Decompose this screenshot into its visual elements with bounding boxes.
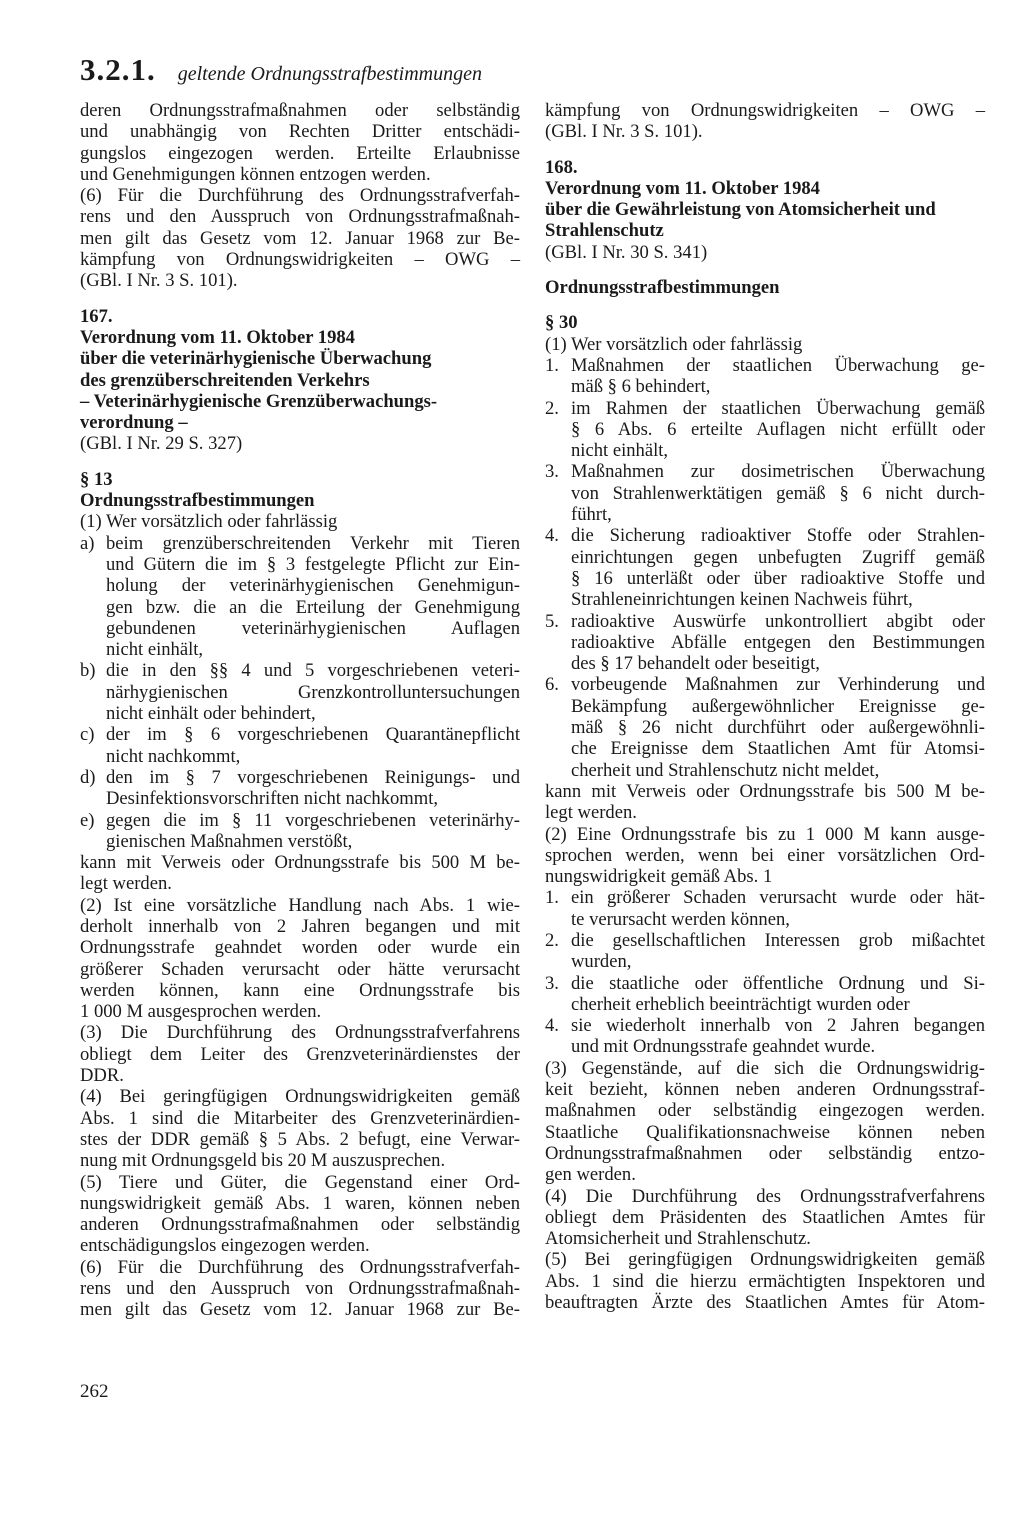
text-line	[545, 802, 985, 823]
text-line	[545, 738, 985, 759]
text-line	[80, 746, 520, 767]
text-line	[545, 504, 985, 525]
line-text: legt werden.	[80, 873, 172, 895]
line-text: (3) Gegenstände, auf die sich die Ordnungswidrig-	[545, 1057, 985, 1079]
list-marker: a)	[80, 532, 95, 554]
right-column	[545, 100, 985, 1313]
line-text: men gilt das Gesetz vom 12. Januar 1968 zur Be-	[80, 1299, 520, 1321]
list-marker: 4.	[545, 525, 559, 547]
text-line	[80, 639, 520, 660]
text-line	[80, 327, 520, 348]
line-text: nungswidrigkeit gemäß Abs. 1 waren, können neben	[80, 1192, 520, 1214]
text-line	[80, 1172, 520, 1193]
text-line	[80, 533, 520, 554]
text-line	[545, 547, 985, 568]
line-text: § 13	[80, 468, 113, 490]
line-text: legt werden.	[545, 802, 637, 824]
text-line	[545, 589, 985, 610]
text-line	[545, 1271, 985, 1292]
text-line	[80, 121, 520, 142]
line-text: kämpfung von Ordnungswidrigkeiten – OWG –	[80, 249, 520, 271]
text-line	[80, 1257, 520, 1278]
text-line	[545, 717, 985, 738]
text-line	[80, 618, 520, 639]
left-column	[80, 100, 520, 1321]
list-marker: 2.	[545, 929, 559, 951]
line-text: te verursacht werden können,	[571, 908, 790, 930]
text-line	[80, 1150, 520, 1171]
line-text: (5) Bei geringfügigen Ordnungswidrigkeiten gemäß	[545, 1249, 985, 1271]
text-line	[80, 164, 520, 185]
text-line	[80, 391, 520, 412]
line-text: mäß § 26 nicht durchführt oder außergewöhnli-	[571, 717, 985, 739]
text-line	[545, 1228, 985, 1249]
text-line	[545, 696, 985, 717]
text-line	[80, 433, 520, 454]
text-line	[80, 511, 520, 532]
text-line	[80, 554, 520, 575]
list-marker: e)	[80, 809, 95, 831]
line-text: im Rahmen der staatlichen Überwachung gemäß	[571, 397, 985, 419]
text-line	[545, 866, 985, 887]
text-line	[545, 334, 985, 355]
text-line	[80, 831, 520, 852]
paragraph-gap	[80, 292, 520, 306]
text-line	[80, 1235, 520, 1256]
text-line	[80, 873, 520, 894]
text-line	[545, 1164, 985, 1185]
line-text: mäß § 6 behindert,	[571, 376, 711, 398]
line-text: (1) Wer vorsätzlich oder fahrlässig	[545, 333, 803, 355]
text-line	[545, 568, 985, 589]
text-line	[545, 440, 985, 461]
line-text: Verordnung vom 11. Oktober 1984	[545, 177, 820, 199]
text-line	[80, 1299, 520, 1320]
line-text: Abs. 1 sind die hierzu ermächtigten Inspektoren und	[545, 1270, 985, 1292]
line-text: über die Gewährleistung von Atomsicherheit und	[545, 199, 936, 221]
line-text: gegen die im § 11 vorgeschriebenen veterinärhy-	[106, 809, 520, 831]
line-text: Desinfektionsvorschriften nicht nachkommt,	[106, 788, 439, 810]
line-text: cherheit und Strahlenschutz nicht meldet,	[571, 759, 880, 781]
text-line	[545, 461, 985, 482]
text-line	[545, 100, 985, 121]
line-text: verordnung –	[80, 412, 188, 434]
line-text: Maßnahmen zur dosimetrischen Überwachung	[571, 461, 985, 483]
line-text: des § 17 behandelt oder beseitigt,	[571, 653, 820, 675]
line-text: vorbeugende Maßnahmen zur Verhinderung und	[571, 674, 985, 696]
line-text: des grenzüberschreitenden Verkehrs	[80, 369, 370, 391]
line-text: rens und den Ausspruch von Ordnungsstrafmaßnah-	[80, 1278, 520, 1300]
text-line	[545, 1207, 985, 1228]
line-text: nungswidrigkeit gemäß Abs. 1	[545, 866, 773, 888]
text-line	[80, 348, 520, 369]
line-text: Ordnungsstrafbestimmungen	[545, 277, 780, 299]
text-line	[80, 1022, 520, 1043]
section-number: 3.2.1.	[80, 52, 156, 87]
page-header	[80, 52, 960, 92]
text-line	[545, 376, 985, 397]
paragraph-gap	[545, 298, 985, 312]
line-text: Ordnungsstrafe geahndet worden oder wurde ein	[80, 937, 520, 959]
line-text: Verordnung vom 11. Oktober 1984	[80, 326, 355, 348]
line-text: rens und den Ausspruch von Ordnungsstrafmaßnah-	[80, 206, 520, 228]
text-line	[80, 412, 520, 433]
list-marker: d)	[80, 766, 96, 788]
list-marker: 3.	[545, 972, 559, 994]
page-number: 262	[80, 1381, 109, 1402]
line-text: nicht einhält oder behindert,	[106, 703, 316, 725]
text-line	[545, 121, 985, 142]
text-line	[80, 575, 520, 596]
line-text: maßnahmen oder selbständig eingezogen werden.	[545, 1100, 985, 1122]
text-line	[545, 1186, 985, 1207]
list-marker: b)	[80, 660, 96, 682]
text-line	[80, 1108, 520, 1129]
text-line	[545, 930, 985, 951]
text-line	[80, 1001, 520, 1022]
text-line	[545, 1079, 985, 1100]
text-line	[545, 419, 985, 440]
text-line	[80, 937, 520, 958]
text-line	[545, 1143, 985, 1164]
line-text: beauftragten Ärzte des Staatlichen Amtes für Atom-	[545, 1292, 985, 1314]
line-text: gungslos eingezogen werden. Erteilte Erlaubnisse	[80, 142, 520, 164]
line-text: die gesellschaftlichen Interessen grob mißachtet	[571, 929, 985, 951]
line-text: die staatliche oder öffentliche Ordnung und Si-	[571, 972, 985, 994]
text-line	[545, 1036, 985, 1057]
text-line	[545, 355, 985, 376]
text-line	[80, 852, 520, 873]
line-text: Bekämpfung außergewöhnlicher Ereignisse ge-	[571, 695, 985, 717]
text-line	[80, 185, 520, 206]
line-text: (1) Wer vorsätzlich oder fahrlässig	[80, 511, 338, 533]
text-line	[80, 1044, 520, 1065]
line-text: (GBl. I Nr. 29 S. 327)	[80, 433, 243, 455]
line-text: Staatliche Qualifikationsnachweise können neben	[545, 1121, 985, 1143]
text-line	[80, 810, 520, 831]
line-text: (2) Eine Ordnungsstrafe bis zu 1 000 M kann ausge-	[545, 823, 985, 845]
line-text: derholt innerhalb von 2 Jahren begangen und mit	[80, 915, 520, 937]
line-text: nicht einhält,	[106, 639, 204, 661]
line-text: von Strahlenwerktätigen gemäß § 6 nicht durch-	[571, 482, 985, 504]
text-line	[80, 597, 520, 618]
line-text: gen bzw. die an die Erteilung der Genehmigung	[106, 596, 520, 618]
list-marker: c)	[80, 724, 95, 746]
line-text: radioaktive Auswürfe unkontrolliert abgibt oder	[571, 610, 985, 632]
text-line	[545, 887, 985, 908]
line-text: Ordnungsstrafbestimmungen	[80, 490, 315, 512]
text-line	[80, 490, 520, 511]
line-text: (GBl. I Nr. 30 S. 341)	[545, 241, 708, 263]
line-text: einrichtungen gegen unbefugten Zugriff gemäß	[571, 546, 985, 568]
text-line	[545, 199, 985, 220]
line-text: – Veterinärhygienische Grenzüberwachungs-	[80, 390, 438, 412]
text-line	[545, 909, 985, 930]
text-line	[80, 306, 520, 327]
list-marker: 1.	[545, 887, 559, 909]
line-text: (6) Für die Durchführung des Ordnungsstrafverfah-	[80, 1256, 520, 1278]
line-text: führt,	[571, 504, 612, 526]
text-line	[545, 1015, 985, 1036]
text-line	[545, 312, 985, 333]
text-line	[80, 1193, 520, 1214]
list-marker: 3.	[545, 461, 559, 483]
list-marker: 4.	[545, 1015, 559, 1037]
text-line	[80, 206, 520, 227]
text-line	[80, 1086, 520, 1107]
line-text: nicht nachkommt,	[106, 745, 241, 767]
line-text: cherheit erheblich beeinträchtigt wurden oder	[571, 993, 910, 1015]
text-line	[545, 1100, 985, 1121]
line-text: und Gütern die im § 3 festgelegte Pflicht zur Ein-	[106, 553, 520, 575]
text-line	[80, 1214, 520, 1235]
line-text: stes der DDR gemäß § 5 Abs. 2 befugt, eine Verwar-	[80, 1128, 520, 1150]
paragraph-gap	[545, 263, 985, 277]
line-text: (GBl. I Nr. 3 S. 101).	[545, 121, 703, 143]
line-text: gienischen Maßnahmen verstößt,	[106, 830, 353, 852]
text-line	[80, 100, 520, 121]
line-text: men gilt das Gesetz vom 12. Januar 1968 zur Be-	[80, 227, 520, 249]
text-line	[545, 845, 985, 866]
text-line	[545, 1292, 985, 1313]
line-text: beim grenzüberschreitenden Verkehr mit Tieren	[106, 532, 520, 554]
text-line	[80, 916, 520, 937]
line-text: kann mit Verweis oder Ordnungsstrafe bis 500 M be-	[545, 780, 985, 802]
line-text: sie wiederholt innerhalb von 2 Jahren begangen	[571, 1015, 985, 1037]
line-text: § 16 unterläßt oder über radioaktive Stoffe und	[571, 567, 985, 589]
line-text: größerer Schaden verursacht oder hätte verursacht	[80, 958, 520, 980]
line-text: und Genehmigungen können entzogen werden.	[80, 163, 431, 185]
line-text: und mit Ordnungsstrafe geahndet wurde.	[571, 1036, 876, 1058]
line-text: obliegt dem Leiter des Grenzveterinärdienstes der	[80, 1043, 520, 1065]
text-line	[80, 767, 520, 788]
line-text: die in den §§ 4 und 5 vorgeschriebenen veteri-	[106, 660, 520, 682]
text-line	[80, 660, 520, 681]
line-text: die Sicherung radioaktiver Stoffe oder Strahlen-	[571, 525, 985, 547]
line-text: (3) Die Durchführung des Ordnungsstrafverfahrens	[80, 1022, 520, 1044]
line-text: ein größerer Schaden verursacht wurde oder hät-	[571, 887, 985, 909]
line-text: und unabhängig von Rechten Dritter entschädi-	[80, 121, 520, 143]
text-line	[80, 270, 520, 291]
line-text: Abs. 1 sind die Mitarbeiter des Grenzveterinärdien-	[80, 1107, 520, 1129]
line-text: (4) Die Durchführung des Ordnungsstrafverfahrens	[545, 1185, 985, 1207]
text-line	[80, 1278, 520, 1299]
paragraph-gap	[80, 455, 520, 469]
line-text: holung der veterinärhygienischen Genehmigun-	[106, 575, 520, 597]
line-text: anderen Ordnungsstrafmaßnahmen oder selbständig	[80, 1214, 520, 1236]
text-line	[545, 398, 985, 419]
text-line	[80, 469, 520, 490]
text-line	[545, 973, 985, 994]
line-text: § 30	[545, 312, 578, 334]
line-text: 168.	[545, 156, 578, 178]
text-line	[545, 157, 985, 178]
text-line	[545, 653, 985, 674]
text-line	[80, 788, 520, 809]
text-line	[80, 249, 520, 270]
text-line	[545, 242, 985, 263]
line-text: der im § 6 vorgeschriebenen Quarantänepflicht	[106, 724, 520, 746]
line-text: (5) Tiere und Güter, die Gegenstand einer Ord-	[80, 1171, 520, 1193]
text-line	[80, 143, 520, 164]
line-text: § 6 Abs. 6 erteilte Auflagen nicht erfüllt oder	[571, 418, 985, 440]
text-line	[545, 994, 985, 1015]
list-marker: 2.	[545, 397, 559, 419]
line-text: über die veterinärhygienische Überwachung	[80, 348, 432, 370]
paragraph-gap	[545, 143, 985, 157]
text-line	[80, 895, 520, 916]
text-line	[545, 632, 985, 653]
line-text: wurden,	[571, 951, 632, 973]
line-text: Strahleneinrichtungen keinen Nachweis führt,	[571, 589, 913, 611]
text-line	[545, 1058, 985, 1079]
line-text: Maßnahmen der staatlichen Überwachung ge-	[571, 354, 985, 376]
line-text: 167.	[80, 305, 113, 327]
line-text: radioaktive Abfälle entgegen den Bestimmungen	[571, 631, 985, 653]
text-line	[80, 370, 520, 391]
line-text: DDR.	[80, 1065, 124, 1087]
text-line	[80, 1129, 520, 1150]
text-line	[545, 674, 985, 695]
line-text: deren Ordnungsstrafmaßnahmen oder selbständig	[80, 100, 520, 121]
line-text: närhygienischen Grenzkontrolluntersuchungen	[106, 681, 520, 703]
line-text: 1 000 M ausgesprochen werden.	[80, 1001, 322, 1023]
list-marker: 6.	[545, 674, 559, 696]
list-marker: 5.	[545, 610, 559, 632]
line-text: werden können, kann eine Ordnungsstrafe bis	[80, 979, 520, 1001]
line-text: (GBl. I Nr. 3 S. 101).	[80, 270, 238, 292]
line-text: (6) Für die Durchführung des Ordnungsstrafverfah-	[80, 185, 520, 207]
line-text: gen werden.	[545, 1164, 636, 1186]
text-line	[545, 483, 985, 504]
text-line	[80, 228, 520, 249]
line-text: (2) Ist eine vorsätzliche Handlung nach Abs. 1 wie-	[80, 894, 520, 916]
line-text: kämpfung von Ordnungswidrigkeiten – OWG –	[545, 100, 985, 121]
text-line	[545, 525, 985, 546]
line-text: Strahlenschutz	[545, 220, 664, 242]
text-line	[545, 824, 985, 845]
line-text: gebundenen veterinärhygienischen Auflagen	[106, 617, 520, 639]
section-title: geltende Ordnungsstrafbestimmungen	[177, 63, 482, 85]
line-text: (4) Bei geringfügigen Ordnungswidrigkeiten gemäß	[80, 1086, 520, 1108]
text-line	[545, 760, 985, 781]
text-line	[545, 781, 985, 802]
line-text: nung mit Ordnungsgeld bis 20 M auszusprechen.	[80, 1150, 446, 1172]
line-text: keit bezieht, können neben anderen Ordnungsstraf-	[545, 1079, 985, 1101]
line-text: Ordnungsstrafmaßnahmen oder selbständig entzo-	[545, 1142, 985, 1164]
text-line	[545, 951, 985, 972]
text-line	[545, 1122, 985, 1143]
line-text: kann mit Verweis oder Ordnungsstrafe bis 500 M be-	[80, 852, 520, 874]
line-text: nicht einhält,	[571, 440, 669, 462]
text-line	[545, 611, 985, 632]
text-line	[80, 703, 520, 724]
line-text: Atomsicherheit und Strahlenschutz.	[545, 1228, 811, 1250]
text-line	[80, 724, 520, 745]
text-line	[545, 277, 985, 298]
line-text: sprochen werden, wenn bei einer vorsätzlichen Ord-	[545, 844, 985, 866]
line-text: entschädigungslos eingezogen werden.	[80, 1235, 370, 1257]
text-line	[545, 220, 985, 241]
line-text: den im § 7 vorgeschriebenen Reinigungs- und	[106, 766, 520, 788]
list-marker: 1.	[545, 354, 559, 376]
text-line	[545, 178, 985, 199]
text-line	[545, 1249, 985, 1270]
line-text: che Ereignisse dem Staatlichen Amt für Atomsi-	[571, 738, 985, 760]
text-line	[80, 1065, 520, 1086]
text-line	[80, 682, 520, 703]
line-text: obliegt dem Präsidenten des Staatlichen Amtes für	[545, 1206, 985, 1228]
text-line	[80, 980, 520, 1001]
text-line	[80, 959, 520, 980]
